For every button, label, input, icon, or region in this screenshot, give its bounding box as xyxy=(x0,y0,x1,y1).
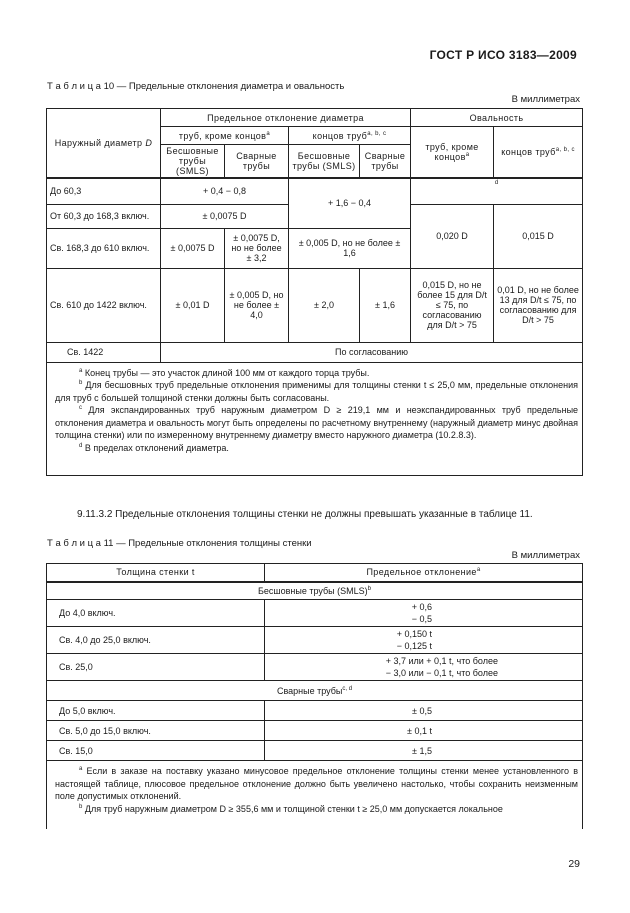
smls-row2-tolerance: + 0,150 t − 0,125 t xyxy=(265,627,583,654)
table11 xyxy=(46,563,583,829)
header-ovality: Овальность xyxy=(411,109,583,127)
row1-tolerance: + 0,4 − 0,8 xyxy=(161,178,289,204)
table11-notes: $^a$ Если в заказе на поставку указано минусовое предельное отклонение толщины стенки менее установленного в настоящей таблице, плюсовое предельное отклонение должно быть увеличено настолько, чтобы сохранить неизменным поле допустимых отклонений. $^b$ Для труб наружным диаметром D ≥ 355,6 мм и толщиной стенки t ≥ 25,0 мм допускается локальное xyxy=(47,761,583,830)
header-welded: Сварные трубы xyxy=(225,145,289,179)
welded-row1-thickness: До 5,0 включ. xyxy=(47,701,265,721)
row2-tolerance: ± 0,0075 D xyxy=(161,204,289,228)
row5-diameter: Св. 1422 xyxy=(47,342,161,362)
row3-welded: ± 0,0075 D, но не более ± 3,2 xyxy=(225,228,289,268)
header-tolerance: Предельное отклонение$^a$ xyxy=(265,564,583,582)
row4-ends-smls: ± 2,0 xyxy=(289,268,360,342)
smls-row3-tolerance: + 3,7 или + 0,1 t, что более − 3,0 или − 0,1 t, что более xyxy=(265,654,583,681)
table10 xyxy=(46,108,583,476)
row4-smls: ± 0,01 D xyxy=(161,268,225,342)
rows23-oval-except: 0,020 D xyxy=(411,204,494,268)
row4-ends-welded: ± 1,6 xyxy=(360,268,411,342)
smls-row3-thickness: Св. 25,0 xyxy=(47,654,265,681)
row2-diameter: От 60,3 до 168,3 включ. xyxy=(47,204,161,228)
row3-diameter: Св. 168,3 до 610 включ. xyxy=(47,228,161,268)
standard-designation: ГОСТ Р ИСО 3183—2009 xyxy=(429,48,577,62)
row3-ends: ± 0,005 D, но не более ± 1,6 xyxy=(289,228,411,268)
header-oval-ends: концов труб$^{a, b, c}$ xyxy=(494,127,583,179)
row5-tolerance: По согласованию xyxy=(161,342,583,362)
table11-caption: Т а б л и ц а 11 — Предельные отклонения толщины стенки xyxy=(47,538,312,549)
smls-row1-tolerance: + 0,6 − 0,5 xyxy=(265,600,583,627)
row4-oval-except: 0,015 D, но не более 15 для D/t ≤ 75, по согласованию для D/t > 75 xyxy=(411,268,494,342)
welded-row2-thickness: Св. 5,0 до 15,0 включ. xyxy=(47,721,265,741)
header-except-ends: труб, кроме концов$^a$ xyxy=(161,127,289,145)
table10-caption: Т а б л и ц а 10 — Предельные отклонения диаметра и овальность xyxy=(47,81,345,92)
rows12-ends-tolerance: + 1,6 − 0,4 xyxy=(289,178,411,228)
welded-row3-tolerance: ± 1,5 xyxy=(265,741,583,761)
welded-row2-tolerance: ± 0,1 t xyxy=(265,721,583,741)
paragraph-9-11-3-2: 9.11.3.2 Предельные отклонения толщины стенки не должны превышать указанные в таблице 11. xyxy=(77,509,533,520)
welded-row3-thickness: Св. 15,0 xyxy=(47,741,265,761)
rows23-oval-ends: 0,015 D xyxy=(494,204,583,268)
header-oval-except-ends: труб, кроме концов$^a$ xyxy=(411,127,494,179)
welded-row1-tolerance: ± 0,5 xyxy=(265,701,583,721)
row4-welded: ± 0,005 D, но не более ± 4,0 xyxy=(225,268,289,342)
row4-oval-ends: 0,01 D, но не более 13 для D/t ≤ 75, по согласованию для D/t > 75 xyxy=(494,268,583,342)
section-welded: Сварные трубы$^{c, d}$ xyxy=(47,681,583,701)
header-outer-diameter: Наружный диаметр D xyxy=(47,109,161,179)
header-ends: концов труб$^{a, b, c}$ xyxy=(289,127,411,145)
smls-row2-thickness: Св. 4,0 до 25,0 включ. xyxy=(47,627,265,654)
table11-units: В миллиметрах xyxy=(511,550,580,561)
header-wall-thickness: Толщина стенки t xyxy=(47,564,265,582)
section-smls: Бесшовные трубы (SMLS)$^b$ xyxy=(47,582,583,600)
header-ends-welded: Сварные трубы xyxy=(360,145,411,179)
table10-notes: $^a$ Конец трубы — это участок длиной 100 мм от каждого торца трубы. $^b$ Для бесшовных труб предельные отклонения применимы для толщины стенки t ≤ 25,0 мм, предельные отклонения для труб с большей толщиной стенки должны быть согласованы. $^c$ Для экспандированных труб наружным диаметром D ≥ 219,1 мм и неэкспандированных труб предельные отклонения диаметра и овальность могут быть определены по расчетному внутреннему (наружный диаметр минус двойная толщина стенки) или по измеренному внутреннему диаметру вместо наружного диаметра (10.2.8.3). $^d$ В пределах отклонений диаметра. xyxy=(47,362,583,475)
header-ends-smls: Бесшовные трубы (SMLS) xyxy=(289,145,360,179)
page-number: 29 xyxy=(568,858,580,870)
row1-diameter: До 60,3 xyxy=(47,178,161,204)
row3-smls: ± 0,0075 D xyxy=(161,228,225,268)
row1-ovality: d xyxy=(411,178,583,204)
table10-units: В миллиметрах xyxy=(511,94,580,105)
row4-diameter: Св. 610 до 1422 включ. xyxy=(47,268,161,342)
smls-row1-thickness: До 4,0 включ. xyxy=(47,600,265,627)
header-diameter-tolerance: Предельное отклонение диаметра xyxy=(161,109,411,127)
header-smls: Бесшовные трубы (SMLS) xyxy=(161,145,225,179)
